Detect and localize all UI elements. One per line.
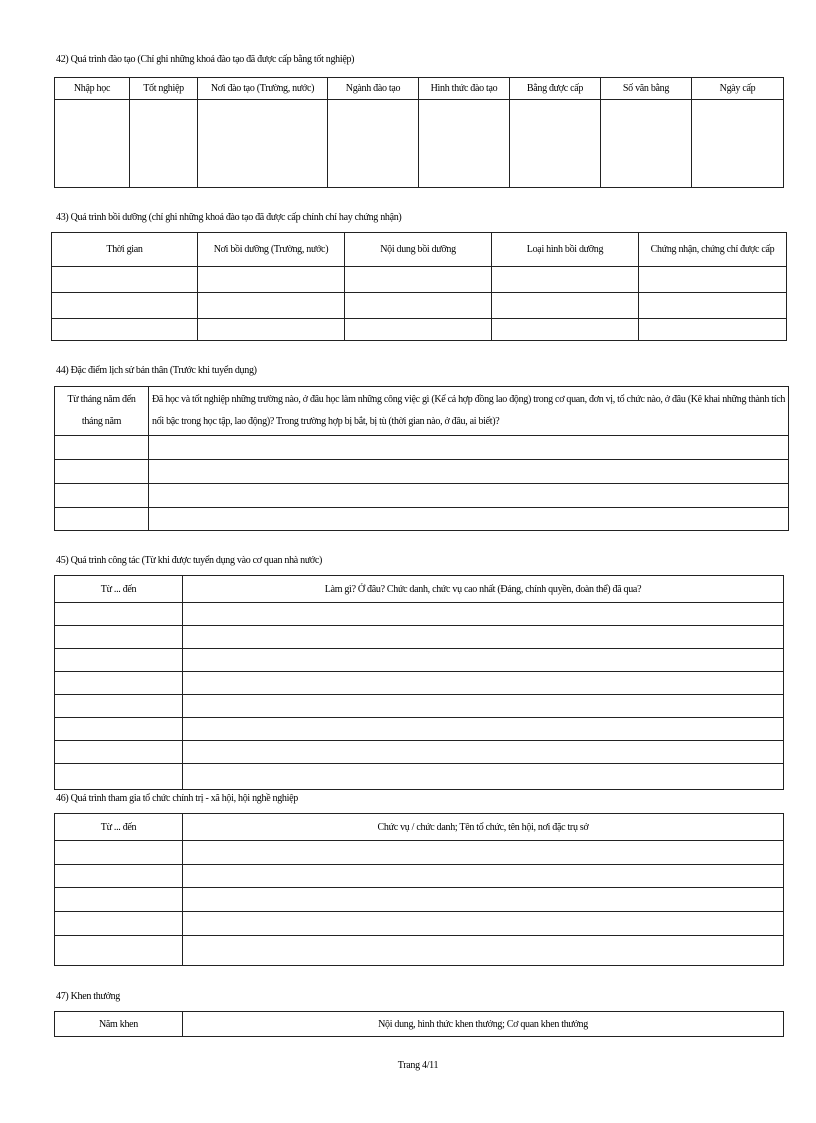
table-cell[interactable]: [419, 100, 510, 188]
table-cell[interactable]: [601, 100, 692, 188]
table-cell[interactable]: [639, 267, 787, 293]
col-header: Ngành đào tạo: [328, 78, 419, 100]
table-cell[interactable]: [55, 936, 183, 966]
table-row: [55, 672, 784, 695]
awards-table: [54, 1011, 784, 1037]
personal-history-table: [54, 386, 789, 531]
table-cell[interactable]: [328, 100, 419, 188]
col-header: Nơi bồi dưỡng (Trường, nước): [198, 233, 345, 267]
table-cell[interactable]: [198, 100, 328, 188]
table-row: [55, 741, 784, 764]
table-cell[interactable]: [183, 672, 784, 695]
col-header: Nội dung, hình thức khen thưởng; Cơ quan khen thưởng: [183, 1012, 784, 1037]
table-cell[interactable]: [55, 865, 183, 888]
section-47-title: 47) Khen thưởng: [56, 991, 120, 1002]
col-header: Loại hình bồi dưỡng: [492, 233, 639, 267]
section-45-title: 45) Quá trình công tác (Từ khi được tuyển dụng vào cơ quan nhà nước): [56, 555, 323, 566]
col-header: Nội dung bồi dưỡng: [345, 233, 492, 267]
col-header: Năm khen: [55, 1012, 183, 1037]
col-header: Đã học và tốt nghiệp những trường nào, ở đâu học làm những công việc gì (Kể cả hợp đồng lao động) trong cơ quan, đơn vị, tổ chức nào, ở đâu (Kê khai những thành tích nổi bậc trong học tập, lao động)? Trong trường hợp bị bắt, bị tù (thời gian nào, ở đâu, ai biết)?: [149, 387, 789, 436]
table-row: [55, 865, 784, 888]
table-cell[interactable]: [183, 603, 784, 626]
table-row: [55, 764, 784, 790]
table-cell[interactable]: [55, 888, 183, 912]
col-header: Chức vụ / chức danh; Tên tổ chức, tên hội, nơi đặc trụ sở: [183, 814, 784, 841]
col-header: Từ tháng năm đến tháng năm: [55, 387, 149, 436]
table-cell[interactable]: [55, 718, 183, 741]
table-cell[interactable]: [510, 100, 601, 188]
table-row: [52, 293, 787, 319]
table-row: [55, 484, 789, 508]
table-header-row: [55, 576, 784, 603]
col-header: Thời gian: [52, 233, 198, 267]
table-cell[interactable]: [183, 649, 784, 672]
col-header: Bằng được cấp: [510, 78, 601, 100]
table-header-row: [55, 814, 784, 841]
col-header: Làm gì? Ở đâu? Chức danh, chức vụ cao nhất (Đảng, chính quyền, đoàn thể) đã qua?: [183, 576, 784, 603]
table-cell[interactable]: [183, 888, 784, 912]
section-46-title: 46) Quá trình tham gia tổ chức chính trị - xã hội, hội nghề nghiệp: [56, 793, 298, 804]
table-cell[interactable]: [198, 319, 345, 341]
col-header: Nơi đào tạo (Trường, nước): [198, 78, 328, 100]
table-header-row: [52, 233, 787, 267]
table-cell[interactable]: [52, 293, 198, 319]
table-cell[interactable]: [55, 508, 149, 531]
table-cell[interactable]: [183, 912, 784, 936]
col-header: Từ ... đến: [55, 814, 183, 841]
table-cell[interactable]: [55, 484, 149, 508]
table-cell[interactable]: [183, 741, 784, 764]
table-cell[interactable]: [198, 293, 345, 319]
table-row: [55, 100, 784, 188]
section-43-title: 43) Quá trình bồi dưỡng (chỉ ghi những khoá đào tạo đã được cấp chính chỉ hay chứng nhận): [56, 212, 402, 223]
table-cell[interactable]: [52, 267, 198, 293]
table-cell[interactable]: [492, 267, 639, 293]
table-cell[interactable]: [55, 649, 183, 672]
table-row: [55, 436, 789, 460]
table-cell[interactable]: [183, 718, 784, 741]
table-cell[interactable]: [345, 293, 492, 319]
table-cell[interactable]: [345, 267, 492, 293]
col-header: Tốt nghiệp: [130, 78, 198, 100]
table-row: [55, 841, 784, 865]
table-row: [55, 695, 784, 718]
table-cell[interactable]: [183, 764, 784, 790]
col-header: Nhập học: [55, 78, 130, 100]
table-row: [55, 603, 784, 626]
table-row: [52, 319, 787, 341]
section-42-title: 42) Quá trình đào tạo (Chỉ ghi những khoá đào tạo đã được cấp bằng tốt nghiệp): [56, 54, 355, 65]
table-cell[interactable]: [345, 319, 492, 341]
table-cell[interactable]: [183, 626, 784, 649]
table-cell[interactable]: [55, 626, 183, 649]
table-cell[interactable]: [183, 865, 784, 888]
table-cell[interactable]: [130, 100, 198, 188]
table-cell[interactable]: [639, 319, 787, 341]
table-cell[interactable]: [492, 293, 639, 319]
table-cell[interactable]: [149, 508, 789, 531]
table-row: [55, 888, 784, 912]
col-header: Ngày cấp: [692, 78, 784, 100]
table-row: [55, 508, 789, 531]
training-table: [54, 77, 784, 188]
col-header: Chứng nhận, chứng chỉ được cấp: [639, 233, 787, 267]
table-cell[interactable]: [183, 695, 784, 718]
table-cell[interactable]: [183, 936, 784, 966]
table-header-row: [55, 1012, 784, 1037]
table-cell[interactable]: [55, 436, 149, 460]
col-header: Hình thức đào tạo: [419, 78, 510, 100]
table-cell[interactable]: [198, 267, 345, 293]
table-cell[interactable]: [55, 672, 183, 695]
table-cell[interactable]: [149, 436, 789, 460]
table-cell[interactable]: [55, 841, 183, 865]
table-cell[interactable]: [55, 100, 130, 188]
col-header: Từ ... đến: [55, 576, 183, 603]
organization-participation-table: [54, 813, 784, 966]
section-44-title: 44) Đặc điểm lịch sử bản thân (Trước khi tuyển dụng): [56, 365, 257, 376]
table-cell[interactable]: [52, 319, 198, 341]
table-row: [55, 626, 784, 649]
refresher-training-table: [51, 232, 787, 341]
col-header: Số văn bằng: [601, 78, 692, 100]
table-cell[interactable]: [55, 460, 149, 484]
table-row: [55, 912, 784, 936]
table-cell[interactable]: [492, 319, 639, 341]
table-cell[interactable]: [55, 912, 183, 936]
work-history-table: [54, 575, 784, 790]
table-header-row: [55, 387, 789, 436]
table-cell[interactable]: [55, 764, 183, 790]
table-row: [52, 267, 787, 293]
table-header-row: [55, 78, 784, 100]
table-cell[interactable]: [55, 603, 183, 626]
table-cell[interactable]: [55, 695, 183, 718]
table-row: [55, 718, 784, 741]
page-number: Trang 4/11: [397, 1060, 439, 1071]
table-cell[interactable]: [149, 484, 789, 508]
table-cell[interactable]: [149, 460, 789, 484]
table-cell[interactable]: [639, 293, 787, 319]
table-cell[interactable]: [183, 841, 784, 865]
table-cell[interactable]: [692, 100, 784, 188]
table-row: [55, 936, 784, 966]
table-row: [55, 460, 789, 484]
table-row: [55, 649, 784, 672]
table-cell[interactable]: [55, 741, 183, 764]
